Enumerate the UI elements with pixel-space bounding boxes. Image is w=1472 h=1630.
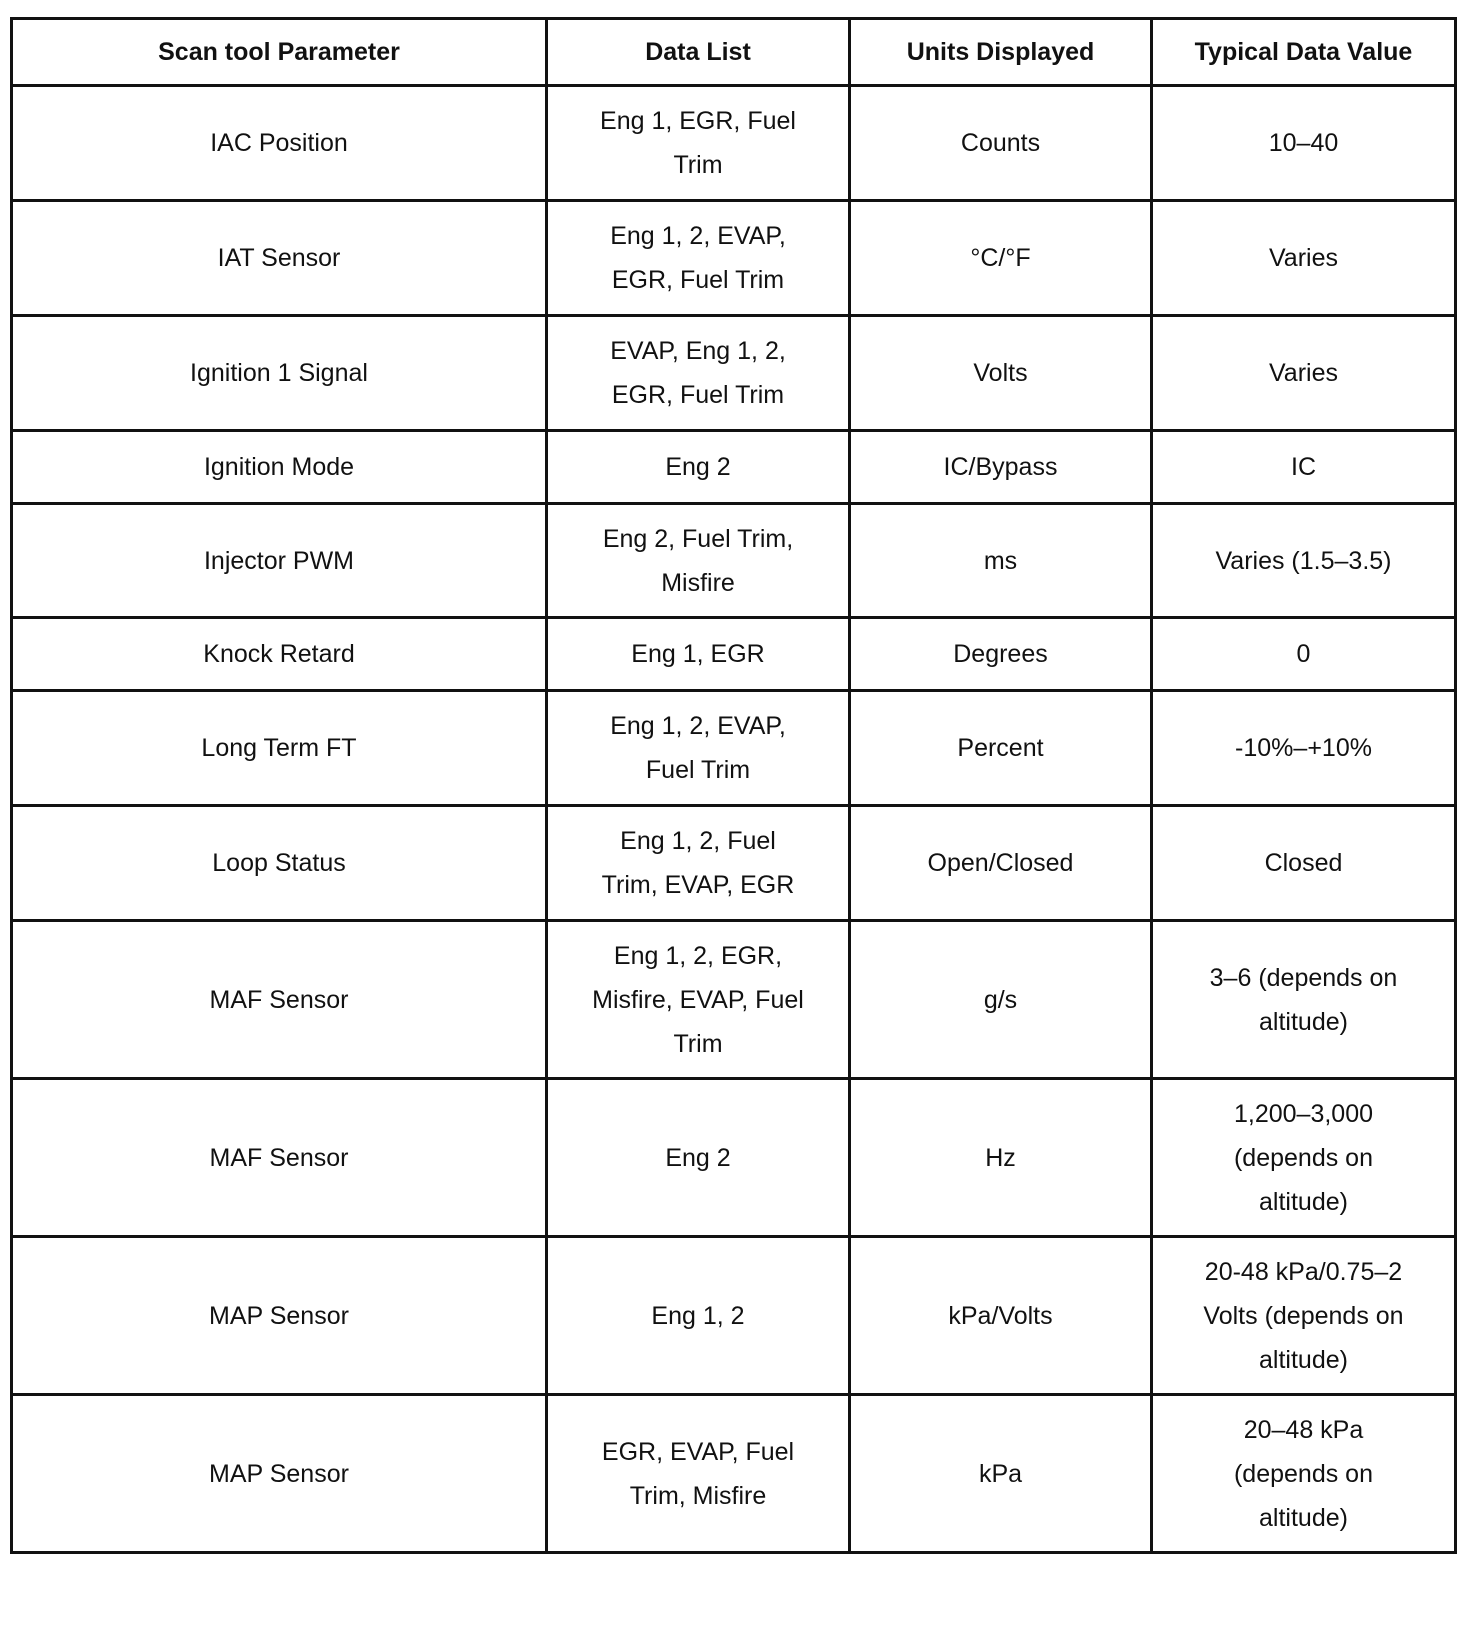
cell-units: Open/Closed — [850, 806, 1152, 921]
scan-tool-data-table — [10, 17, 1457, 1554]
table-header-row — [12, 19, 1456, 86]
cell-typical-value: Closed — [1152, 806, 1456, 921]
table-row — [12, 806, 1456, 921]
table-row — [12, 316, 1456, 431]
table-row — [12, 86, 1456, 201]
cell-units: kPa — [850, 1395, 1152, 1553]
cell-data-list: Eng 2 — [547, 431, 850, 504]
table-row — [12, 921, 1456, 1079]
header-units-displayed: Units Displayed — [850, 19, 1152, 86]
cell-data-list: Eng 1, EGR — [547, 618, 850, 691]
cell-typical-value: 20–48 kPa (depends on altitude) — [1152, 1395, 1456, 1553]
cell-typical-value: 3–6 (depends on altitude) — [1152, 921, 1456, 1079]
cell-data-list: Eng 1, EGR, Fuel Trim — [547, 86, 850, 201]
cell-units: g/s — [850, 921, 1152, 1079]
cell-parameter: MAP Sensor — [12, 1395, 547, 1553]
cell-typical-value: 20-48 kPa/0.75–2 Volts (depends on altitude) — [1152, 1237, 1456, 1395]
cell-data-list: Eng 2, Fuel Trim, Misfire — [547, 504, 850, 618]
cell-data-list: Eng 1, 2 — [547, 1237, 850, 1395]
cell-data-list: Eng 2 — [547, 1079, 850, 1237]
cell-units: IC/Bypass — [850, 431, 1152, 504]
header-data-list: Data List — [547, 19, 850, 86]
cell-parameter: MAF Sensor — [12, 921, 547, 1079]
cell-data-list: EVAP, Eng 1, 2, EGR, Fuel Trim — [547, 316, 850, 431]
cell-typical-value: 1,200–3,000 (depends on altitude) — [1152, 1079, 1456, 1237]
table-row — [12, 691, 1456, 806]
cell-typical-value: Varies (1.5–3.5) — [1152, 504, 1456, 618]
cell-parameter: IAT Sensor — [12, 201, 547, 316]
cell-parameter: Ignition Mode — [12, 431, 547, 504]
cell-units: °C/°F — [850, 201, 1152, 316]
cell-units: kPa/Volts — [850, 1237, 1152, 1395]
cell-units: Percent — [850, 691, 1152, 806]
cell-data-list: EGR, EVAP, Fuel Trim, Misfire — [547, 1395, 850, 1553]
table-row — [12, 201, 1456, 316]
cell-data-list: Eng 1, 2, EVAP, EGR, Fuel Trim — [547, 201, 850, 316]
cell-parameter: Ignition 1 Signal — [12, 316, 547, 431]
cell-units: Hz — [850, 1079, 1152, 1237]
cell-typical-value: 0 — [1152, 618, 1456, 691]
cell-units: Volts — [850, 316, 1152, 431]
cell-data-list: Eng 1, 2, Fuel Trim, EVAP, EGR — [547, 806, 850, 921]
cell-parameter: Long Term FT — [12, 691, 547, 806]
header-scan-tool-parameter: Scan tool Parameter — [12, 19, 547, 86]
header-typical-data-value: Typical Data Value — [1152, 19, 1456, 86]
cell-parameter: Injector PWM — [12, 504, 547, 618]
cell-typical-value: IC — [1152, 431, 1456, 504]
table-row — [12, 618, 1456, 691]
cell-units: Counts — [850, 86, 1152, 201]
cell-typical-value: Varies — [1152, 201, 1456, 316]
cell-parameter: MAF Sensor — [12, 1079, 547, 1237]
table-row — [12, 504, 1456, 618]
table-row — [12, 1237, 1456, 1395]
table-row — [12, 1079, 1456, 1237]
cell-units: ms — [850, 504, 1152, 618]
cell-typical-value: -10%–+10% — [1152, 691, 1456, 806]
cell-typical-value: Varies — [1152, 316, 1456, 431]
cell-parameter: IAC Position — [12, 86, 547, 201]
cell-parameter: Loop Status — [12, 806, 547, 921]
table-row — [12, 1395, 1456, 1553]
cell-data-list: Eng 1, 2, EGR, Misfire, EVAP, Fuel Trim — [547, 921, 850, 1079]
cell-parameter: Knock Retard — [12, 618, 547, 691]
cell-typical-value: 10–40 — [1152, 86, 1456, 201]
cell-parameter: MAP Sensor — [12, 1237, 547, 1395]
table-row — [12, 431, 1456, 504]
cell-units: Degrees — [850, 618, 1152, 691]
cell-data-list: Eng 1, 2, EVAP, Fuel Trim — [547, 691, 850, 806]
